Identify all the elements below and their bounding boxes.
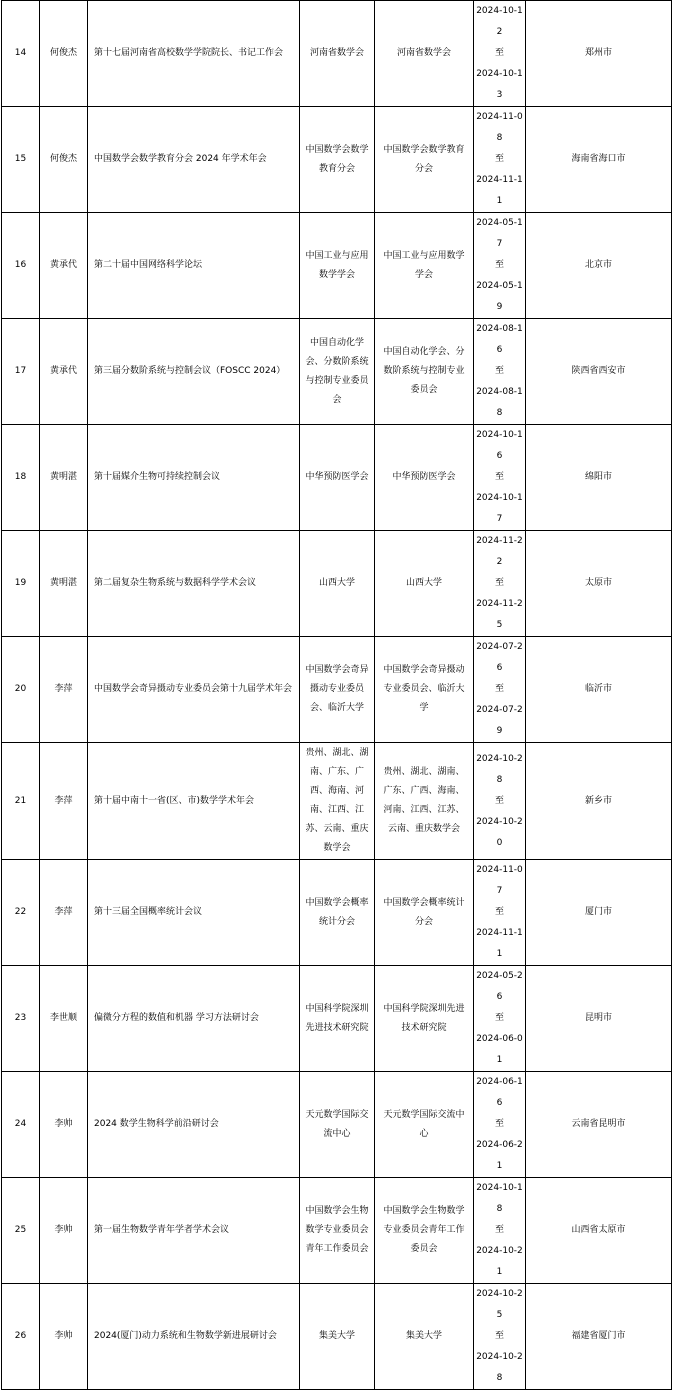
host-organization: 中国数学会奇异摄动专业委员会、临沂大学 xyxy=(300,637,375,743)
conference-title: 第十七届河南省高校数学学院院长、书记工作会 xyxy=(88,1,300,107)
date-start: 2024-10-25 xyxy=(476,1289,523,1320)
table-row xyxy=(2,319,672,425)
row-number: 20 xyxy=(2,637,40,743)
row-number: 17 xyxy=(2,319,40,425)
date-end: 2024-10-17 xyxy=(476,493,523,524)
organizer: 中国自动化学会、分数阶系统与控制专业委员会 xyxy=(375,319,474,425)
attendee-name: 李帅 xyxy=(40,1178,88,1284)
organizer: 中国工业与应用数学学会 xyxy=(375,213,474,319)
date-start: 2024-06-16 xyxy=(476,1077,523,1108)
date-separator: 至 xyxy=(494,1119,504,1129)
date-start: 2024-05-17 xyxy=(476,218,523,249)
row-number: 19 xyxy=(2,531,40,637)
conference-dates xyxy=(474,1,526,107)
table-row xyxy=(2,743,672,860)
date-separator: 至 xyxy=(494,366,504,376)
conference-title: 中国数学会数学教育分会 2024 年学术年会 xyxy=(88,107,300,213)
attendee-name: 黄明湛 xyxy=(40,531,88,637)
row-number: 16 xyxy=(2,213,40,319)
date-start: 2024-11-08 xyxy=(476,112,523,143)
attendee-name: 何俊杰 xyxy=(40,1,88,107)
date-separator: 至 xyxy=(494,1225,504,1235)
conference-location: 山西省太原市 xyxy=(526,1178,672,1284)
conference-title: 2024 数学生物科学前沿研讨会 xyxy=(88,1072,300,1178)
attendee-name: 何俊杰 xyxy=(40,107,88,213)
conference-title: 中国数学会奇异摄动专业委员会第十九届学术年会 xyxy=(88,637,300,743)
attendee-name: 黄承代 xyxy=(40,319,88,425)
date-separator: 至 xyxy=(494,795,504,806)
organizer: 中华预防医学会 xyxy=(375,425,474,531)
row-number: 22 xyxy=(2,860,40,966)
conference-title: 第二届复杂生物系统与数据科学学术会议 xyxy=(88,531,300,637)
conference-dates xyxy=(474,1072,526,1178)
date-separator: 至 xyxy=(494,684,504,694)
conference-location: 海南省海口市 xyxy=(526,107,672,213)
row-number: 15 xyxy=(2,107,40,213)
host-organization: 中国数学会数学教育分会 xyxy=(300,107,375,213)
table-row xyxy=(2,425,672,531)
conference-location: 昆明市 xyxy=(526,966,672,1072)
date-start: 2024-10-16 xyxy=(476,430,523,461)
conference-dates xyxy=(474,637,526,743)
host-organization: 贵州、湖北、湖南、广东、广西、海南、河南、江西、江苏、云南、重庆数学会 xyxy=(300,743,375,860)
date-start: 2024-07-26 xyxy=(476,642,523,673)
conference-dates xyxy=(474,1284,526,1390)
table-row xyxy=(2,1072,672,1178)
conference-location: 陕西省西安市 xyxy=(526,319,672,425)
date-end: 2024-06-21 xyxy=(476,1140,523,1171)
date-separator: 至 xyxy=(494,578,504,588)
conference-dates xyxy=(474,531,526,637)
date-end: 2024-11-25 xyxy=(476,599,523,630)
row-number: 25 xyxy=(2,1178,40,1284)
host-organization: 中华预防医学会 xyxy=(300,425,375,531)
organizer: 山西大学 xyxy=(375,531,474,637)
organizer: 中国数学会概率统计分会 xyxy=(375,860,474,966)
date-end: 2024-10-20 xyxy=(476,816,523,848)
attendee-name: 李萍 xyxy=(40,637,88,743)
organizer: 天元数学国际交流中心 xyxy=(375,1072,474,1178)
row-number: 26 xyxy=(2,1284,40,1390)
conference-title: 第二十届中国网络科学论坛 xyxy=(88,213,300,319)
date-start: 2024-11-07 xyxy=(476,865,523,896)
conference-location: 太原市 xyxy=(526,531,672,637)
organizer: 中国数学会数学教育分会 xyxy=(375,107,474,213)
conference-location: 厦门市 xyxy=(526,860,672,966)
table-row xyxy=(2,1284,672,1390)
attendee-name: 黄明湛 xyxy=(40,425,88,531)
date-start: 2024-08-16 xyxy=(476,324,523,355)
date-start: 2024-05-26 xyxy=(476,971,523,1002)
conference-title: 第十三届全国概率统计会议 xyxy=(88,860,300,966)
conference-location: 福建省厦门市 xyxy=(526,1284,672,1390)
table-row xyxy=(2,966,672,1072)
host-organization: 集美大学 xyxy=(300,1284,375,1390)
table-body xyxy=(2,1,672,1390)
attendee-name: 黄承代 xyxy=(40,213,88,319)
organizer: 集美大学 xyxy=(375,1284,474,1390)
date-separator: 至 xyxy=(494,1013,504,1023)
host-organization: 山西大学 xyxy=(300,531,375,637)
conference-title: 第十届中南十一省(区、市)数学学术年会 xyxy=(88,743,300,860)
conference-dates xyxy=(474,319,526,425)
row-number: 23 xyxy=(2,966,40,1072)
conference-title: 第一届生物数学青年学者学术会议 xyxy=(88,1178,300,1284)
date-start: 2024-11-22 xyxy=(476,536,523,567)
table-row xyxy=(2,860,672,966)
date-separator: 至 xyxy=(494,472,504,482)
table-row xyxy=(2,531,672,637)
row-number: 21 xyxy=(2,743,40,860)
attendee-name: 李萍 xyxy=(40,743,88,860)
table-row xyxy=(2,213,672,319)
table-row xyxy=(2,637,672,743)
host-organization: 中国自动化学会、分数阶系统与控制专业委员会 xyxy=(300,319,375,425)
conference-location: 郑州市 xyxy=(526,1,672,107)
conference-dates xyxy=(474,743,526,860)
conference-location: 新乡市 xyxy=(526,743,672,860)
host-organization: 中国数学会生物数学专业委员会青年工作委员会 xyxy=(300,1178,375,1284)
date-end: 2024-06-01 xyxy=(476,1034,523,1065)
conference-dates xyxy=(474,107,526,213)
table-row xyxy=(2,1178,672,1284)
conference-dates xyxy=(474,213,526,319)
conference-title: 第十届媒介生物可持续控制会议 xyxy=(88,425,300,531)
date-end: 2024-10-21 xyxy=(476,1246,523,1277)
organizer: 中国科学院深圳先进技术研究院 xyxy=(375,966,474,1072)
date-start: 2024-10-18 xyxy=(476,1183,523,1214)
attendee-name: 李帅 xyxy=(40,1072,88,1178)
date-end: 2024-07-29 xyxy=(476,705,523,736)
host-organization: 中国数学会概率统计分会 xyxy=(300,860,375,966)
date-start: 2024-10-28 xyxy=(476,753,523,785)
date-separator: 至 xyxy=(494,48,504,58)
date-end: 2024-11-11 xyxy=(476,175,523,206)
row-number: 24 xyxy=(2,1072,40,1178)
table-row xyxy=(2,107,672,213)
date-end: 2024-05-19 xyxy=(476,281,523,312)
conference-title: 第三届分数阶系统与控制会议（FOSCC 2024） xyxy=(88,319,300,425)
date-end: 2024-10-13 xyxy=(476,69,523,100)
conference-dates xyxy=(474,860,526,966)
conference-location: 临沂市 xyxy=(526,637,672,743)
date-separator: 至 xyxy=(494,907,504,917)
host-organization: 中国科学院深圳先进技术研究院 xyxy=(300,966,375,1072)
conference-dates xyxy=(474,1178,526,1284)
conference-location: 云南省昆明市 xyxy=(526,1072,672,1178)
conference-dates xyxy=(474,425,526,531)
row-number: 14 xyxy=(2,1,40,107)
conference-location: 北京市 xyxy=(526,213,672,319)
conference-dates xyxy=(474,966,526,1072)
date-separator: 至 xyxy=(494,154,504,164)
row-number: 18 xyxy=(2,425,40,531)
date-separator: 至 xyxy=(494,1331,504,1341)
date-start: 2024-10-12 xyxy=(476,6,523,37)
attendee-name: 李萍 xyxy=(40,860,88,966)
organizer: 中国数学会生物数学专业委员会青年工作委员会 xyxy=(375,1178,474,1284)
organizer: 中国数学会奇异摄动专业委员会、临沂大学 xyxy=(375,637,474,743)
conference-table xyxy=(1,0,672,1390)
host-organization: 天元数学国际交流中心 xyxy=(300,1072,375,1178)
table-row xyxy=(2,1,672,107)
host-organization: 河南省数学会 xyxy=(300,1,375,107)
conference-title: 偏微分方程的数值和机器 学习方法研讨会 xyxy=(88,966,300,1072)
conference-location: 绵阳市 xyxy=(526,425,672,531)
host-organization: 中国工业与应用数学学会 xyxy=(300,213,375,319)
date-end: 2024-11-11 xyxy=(476,928,523,959)
date-end: 2024-10-28 xyxy=(476,1352,523,1383)
organizer: 贵州、湖北、湖南、广东、广西、海南、河南、江西、江苏、云南、重庆数学会 xyxy=(375,743,474,860)
attendee-name: 李帅 xyxy=(40,1284,88,1390)
attendee-name: 李世顺 xyxy=(40,966,88,1072)
date-end: 2024-08-18 xyxy=(476,387,523,418)
date-separator: 至 xyxy=(494,260,504,270)
organizer: 河南省数学会 xyxy=(375,1,474,107)
conference-title: 2024(厦门)动力系统和生物数学新进展研讨会 xyxy=(88,1284,300,1390)
